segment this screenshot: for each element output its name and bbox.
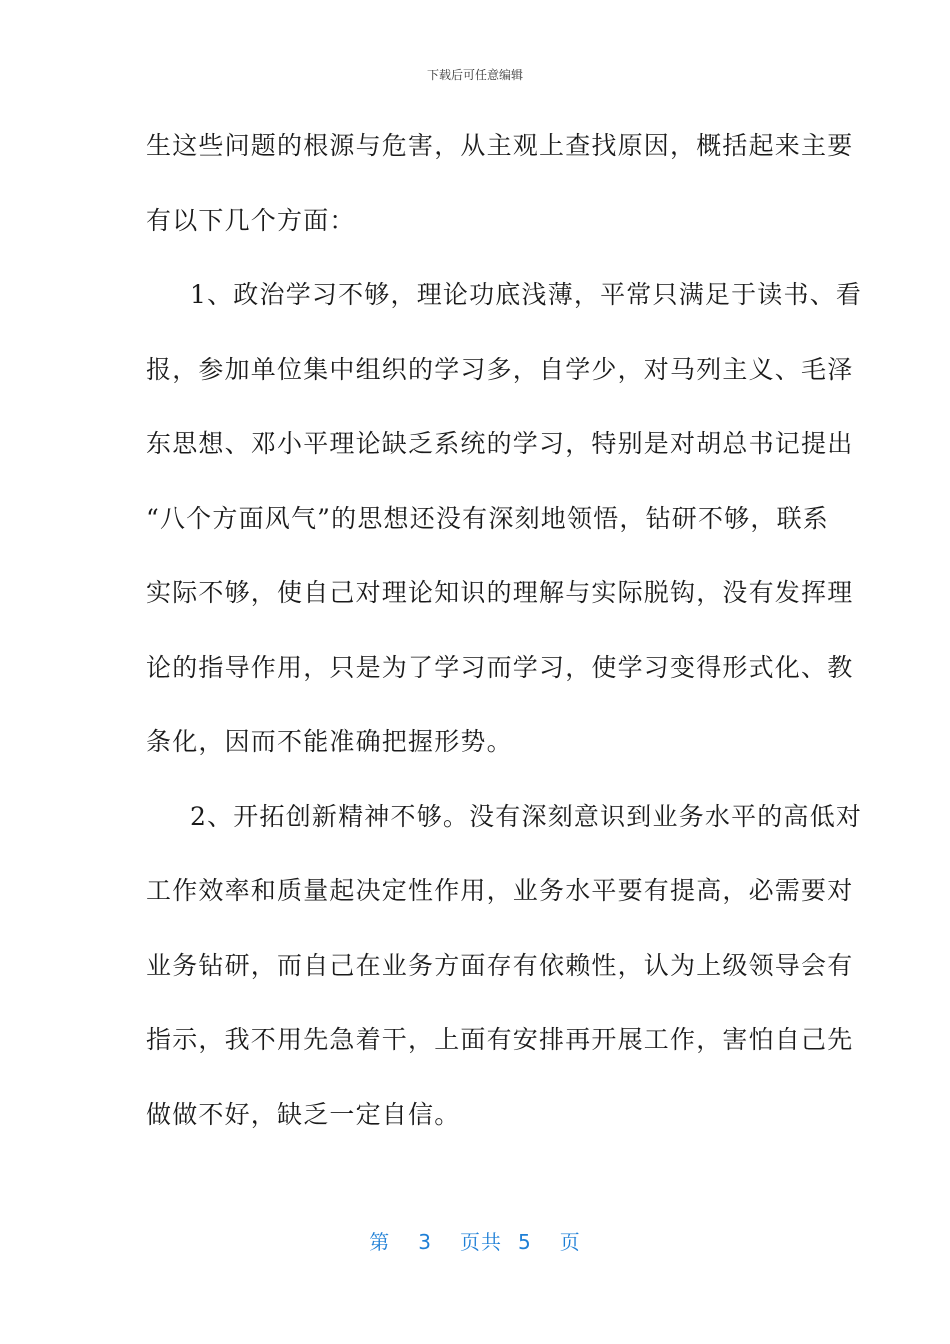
current-page-number: 3 <box>418 1230 432 1254</box>
body-line: 指示，我不用先急着干，上面有安排再开展工作，害怕自己先 <box>146 1025 854 1054</box>
body-line: 业务钻研，而自己在业务方面存有依赖性，认为上级领导会有 <box>146 950 854 980</box>
body-line: 东思想、邓小平理论缺乏系统的学习，特别是对胡总书记提出 <box>146 429 854 458</box>
footer-middle: 页共 <box>460 1230 502 1254</box>
body-line: 有以下几个方面： <box>146 205 356 235</box>
body-line: 条化，因而不能准确把握形势。 <box>146 727 513 756</box>
footer-prefix: 第 <box>369 1230 391 1254</box>
body-line: 工作效率和质量起决定性作用，业务水平要有提高，必需要对 <box>146 876 854 905</box>
body-line: 1、政治学习不够，理论功底浅薄，平常只满足于读书、看 <box>190 280 863 309</box>
body-line: 2、开拓创新精神不够。没有深刻意识到业务水平的高低对 <box>190 801 863 831</box>
total-pages-number: 5 <box>518 1230 532 1254</box>
page-footer <box>0 1226 950 1255</box>
body-line: 生这些问题的根源与危害，从主观上查找原因，概括起来主要 <box>146 131 854 160</box>
header-note: 下载后可任意编辑 <box>426 68 523 82</box>
body-line: 实际不够，使自己对理论知识的理解与实际脱钩，没有发挥理 <box>146 578 854 607</box>
body-line: 报，参加单位集中组织的学习多，自学少，对马列主义、毛泽 <box>146 354 854 384</box>
body-line: 论的指导作用，只是为了学习而学习，使学习变得形式化、教 <box>146 652 854 682</box>
footer-suffix: 页 <box>559 1230 581 1254</box>
body-line: “八个方面风气”的思想还没有深刻地领悟，钻研不够，联系 <box>146 503 829 533</box>
body-line: 做做不好，缺乏一定自信。 <box>146 1099 461 1129</box>
document-body <box>146 120 863 1163</box>
